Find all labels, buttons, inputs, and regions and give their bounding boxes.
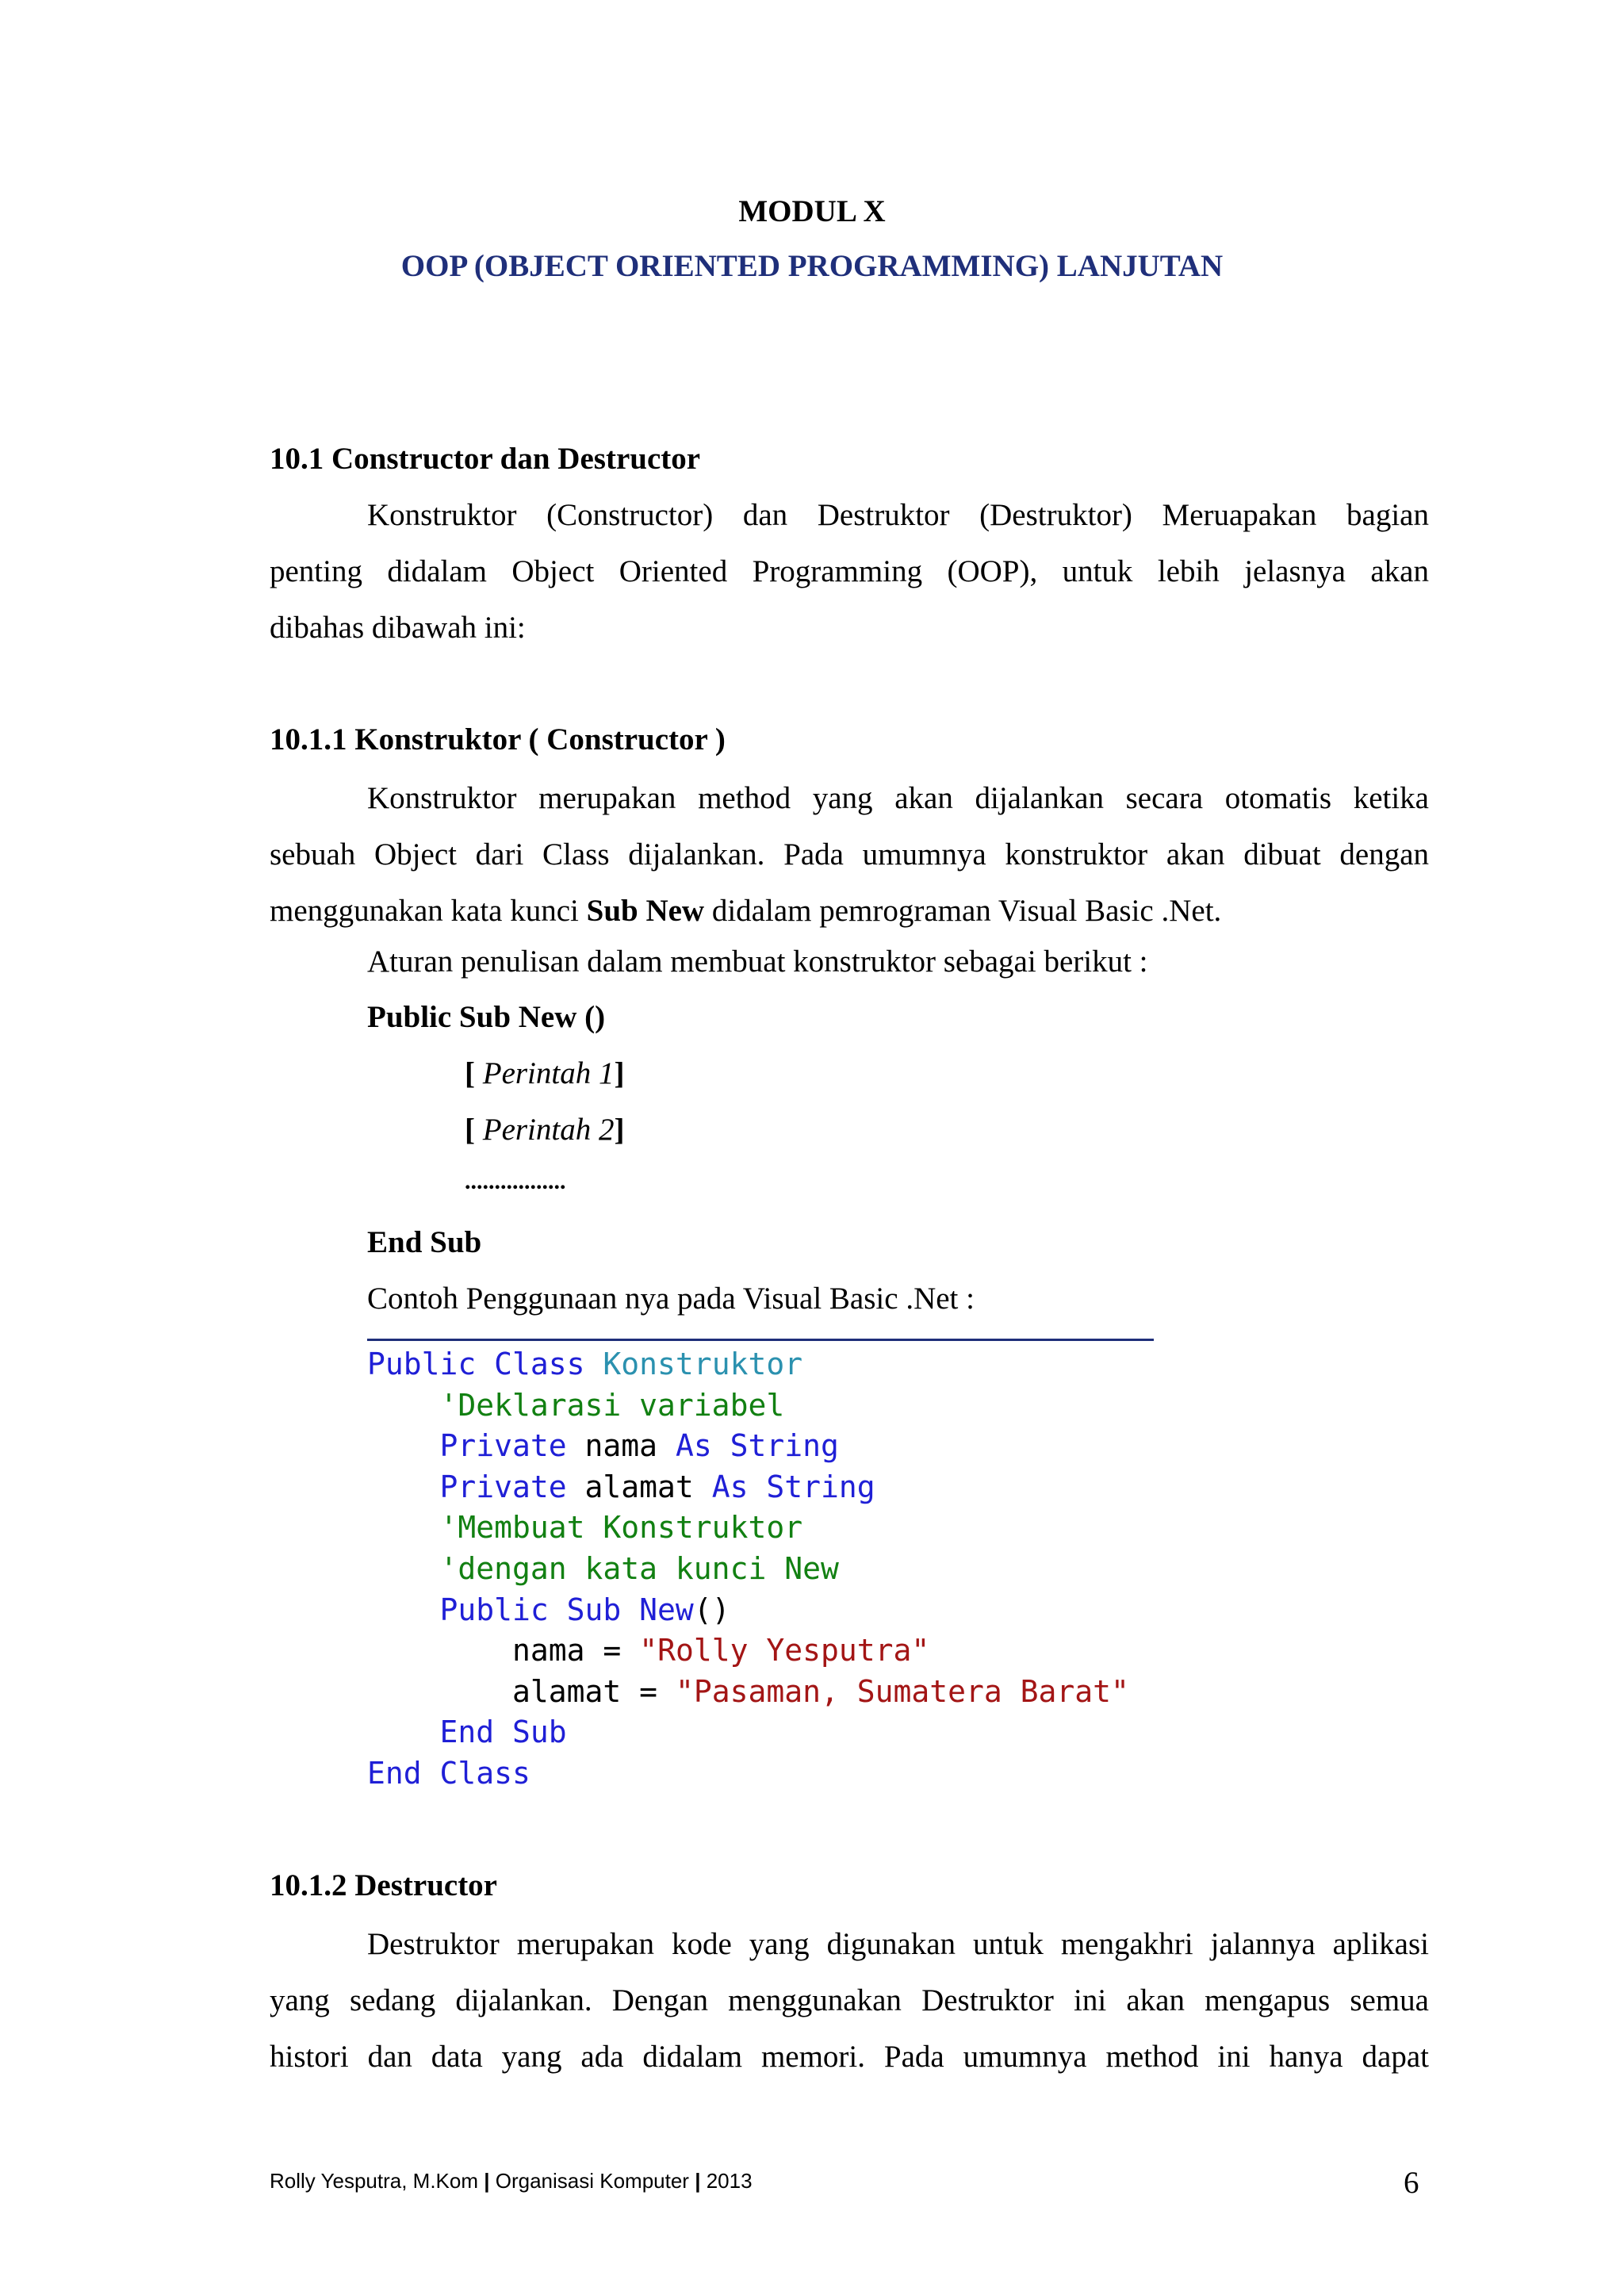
section-10-1-1-paragraph: [270, 770, 1429, 939]
syntax-dots: .................: [465, 1168, 566, 1194]
text-run: menggunakan kata kunci: [270, 894, 587, 928]
text-run: didalam pemrograman Visual Basic .Net.: [704, 894, 1222, 928]
module-title: OOP (OBJECT ORIENTED PROGRAMMING) LANJUTAN: [400, 249, 1224, 283]
code-keyword: End Class: [367, 1755, 530, 1791]
page-footer: [270, 2169, 753, 2193]
code-keyword: End Sub: [439, 1715, 567, 1750]
paragraph-line: histori dan data yang ada didalam memori. Pada umumnya method ini hanya dapat: [270, 2040, 1429, 2074]
code-string: "Pasaman, Sumatera Barat": [675, 1673, 1129, 1709]
code-identifier: alamat =: [512, 1673, 676, 1709]
syntax-public-sub-new: Public Sub New (): [367, 1000, 606, 1034]
section-heading-10-1-1: 10.1.1 Konstruktor ( Constructor ): [270, 722, 726, 757]
section-10-1-2-paragraph: [270, 1916, 1429, 2085]
bracket: [: [465, 1113, 483, 1147]
paragraph-line: sebuah Object dari Class dijalankan. Pada umumnya konstruktor akan dibuat dengan: [270, 837, 1429, 872]
code-keyword: Private: [439, 1428, 585, 1464]
syntax-end-sub: End Sub: [367, 1225, 482, 1259]
footer-separator: |: [478, 2169, 496, 2193]
bracket: ]: [614, 1113, 625, 1147]
bracket: [: [465, 1056, 483, 1090]
code-identifier: nama: [584, 1428, 676, 1464]
code-comment: 'Membuat Konstruktor: [439, 1510, 803, 1546]
code-keyword: Private: [439, 1469, 585, 1504]
footer-year: 2013: [706, 2169, 753, 2193]
code-line: [367, 1630, 1129, 1672]
code-line: [367, 1508, 1129, 1549]
footer-separator: |: [688, 2169, 707, 2193]
code-line: [367, 1426, 1129, 1467]
syntax-perintah-2: [465, 1112, 624, 1148]
perintah-label: Perintah 2: [482, 1113, 615, 1147]
bracket: ]: [614, 1056, 625, 1090]
paragraph-line: Destruktor merupakan kode yang digunakan untuk mengakhri jalannya aplikasi: [367, 1927, 1429, 1961]
footer-author: Rolly Yesputra, M.Kom: [270, 2169, 479, 2193]
code-identifier: alamat: [584, 1469, 712, 1504]
syntax-perintah-1: [465, 1056, 624, 1091]
keyword-sub-new: Sub New: [586, 894, 705, 928]
code-keyword: Public Class: [367, 1347, 603, 1381]
section-heading-10-1-2: 10.1.2 Destructor: [270, 1868, 497, 1902]
code-line: [367, 1753, 1129, 1795]
code-line: [367, 1590, 1129, 1631]
section-heading-10-1: 10.1 Constructor dan Destructor: [270, 442, 701, 476]
code-keyword: Public Sub New: [439, 1592, 694, 1627]
code-string: "Rolly Yesputra": [639, 1633, 930, 1669]
code-line: [367, 1549, 1129, 1590]
paragraph-line: penting didalam Object Oriented Programming (OOP), untuk lebih jelasnya akan: [270, 554, 1429, 588]
footer-course: Organisasi Komputer: [495, 2169, 689, 2193]
code-line: [367, 1712, 1129, 1753]
example-intro: Contoh Penggunaan nya pada Visual Basic .Net :: [367, 1282, 975, 1316]
paragraph-line: Konstruktor (Constructor) dan Destruktor (Destruktor) Meruapakan bagian: [367, 498, 1429, 532]
paragraph-line: [270, 883, 1429, 939]
code-line: [367, 1344, 1129, 1385]
code-snippet: [367, 1344, 1129, 1795]
paragraph-line: dibahas dibawah ini:: [270, 611, 526, 645]
code-identifier: nama =: [512, 1633, 640, 1669]
code-comment: 'Deklarasi variabel: [439, 1387, 785, 1423]
code-line: [367, 1672, 1129, 1713]
code-comment: 'dengan kata kunci New: [439, 1550, 839, 1586]
section-10-1-paragraph: [270, 487, 1429, 656]
module-number: MODUL X: [738, 194, 886, 228]
page-number: 6: [1404, 2166, 1419, 2200]
paragraph-line: Konstruktor merupakan method yang akan dijalankan secara otomatis ketika: [367, 781, 1429, 815]
code-line: [367, 1467, 1129, 1508]
perintah-label: Perintah 1: [482, 1056, 615, 1090]
code-line: [367, 1385, 1129, 1427]
rules-intro: Aturan penulisan dalam membuat konstruktor sebagai berikut :: [367, 944, 1148, 979]
code-class-name: Konstruktor: [603, 1347, 803, 1381]
paragraph-line: yang sedang dijalankan. Dengan menggunakan Destruktor ini akan mengapus semua: [270, 1983, 1429, 2017]
code-top-rule: [367, 1339, 1154, 1341]
code-keyword: As String: [675, 1428, 839, 1464]
code-punct: (): [693, 1592, 730, 1627]
code-keyword: As String: [711, 1469, 875, 1504]
